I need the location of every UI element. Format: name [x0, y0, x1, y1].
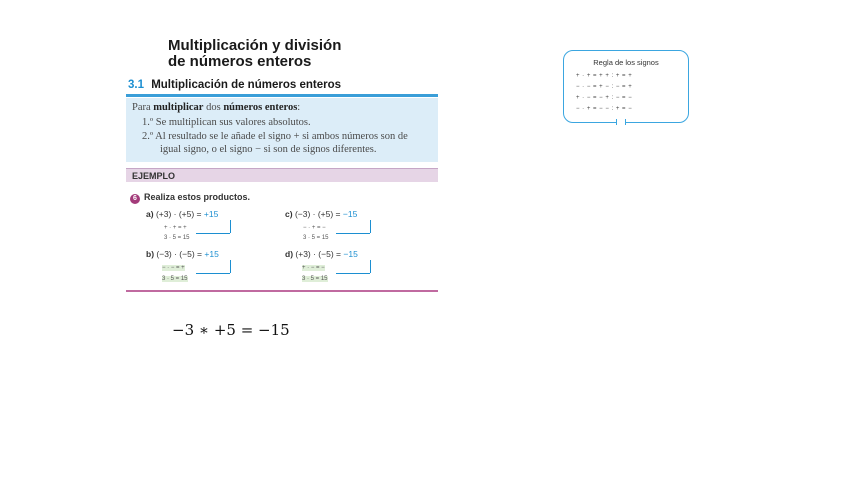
problem-d-arrow: [336, 273, 370, 274]
signs-rule-row: − · + = − − : + = −: [576, 106, 633, 112]
problem-a-arrow-stem: [230, 220, 231, 233]
exercise-prompt-text: Realiza estos productos.: [144, 192, 251, 202]
problem-b: b) (−3) · (−5) = +15: [146, 249, 219, 259]
problem-d: d) (+3) · (−5) = −15: [285, 249, 358, 259]
ejemplo-bar: EJEMPLO: [126, 168, 438, 182]
rule-step-1: 1.º Se multiplican sus valores absolutos.: [142, 117, 311, 128]
rule-step-2-line-2: igual signo, o el signo − si son de signos diferentes.: [160, 144, 377, 155]
problem-d-signs: + · − = −: [302, 265, 325, 271]
problem-a-arrow: [196, 233, 230, 234]
problem-c: c) (−3) · (+5) = −15: [285, 209, 358, 219]
section-number: 3.1: [128, 79, 144, 91]
section-divider: [126, 94, 438, 97]
problem-b-signs: − · − = +: [162, 265, 185, 271]
signs-rule-bubble: [563, 50, 689, 123]
problem-b-product: 3 · 5 = 15: [162, 276, 188, 282]
ejemplo-end-divider: [126, 290, 438, 292]
problem-c-arrow-stem: [370, 220, 371, 233]
problem-c-signs: − · + = −: [303, 225, 326, 231]
problem-a: a) (+3) · (+5) = +15: [146, 209, 219, 219]
problem-d-product: 3 · 5 = 15: [302, 276, 328, 282]
problem-a-product: 3 · 5 = 15: [164, 235, 190, 241]
problem-d-arrow-stem: [370, 260, 371, 273]
problem-b-arrow-stem: [230, 260, 231, 273]
signs-rule-row: + · − = − + : − = −: [576, 95, 633, 101]
signs-rule-title: Regla de los signos: [593, 58, 659, 67]
problem-b-arrow: [196, 273, 230, 274]
title-line-1: Multiplicación y división: [168, 37, 342, 54]
problem-c-product: 3 · 5 = 15: [303, 235, 329, 241]
rule-intro: Para multiplicar dos números enteros:: [132, 102, 301, 113]
page-title: [168, 38, 341, 70]
signs-rule-row: − · − = + − : − = +: [576, 84, 633, 90]
rule-box: [126, 98, 438, 162]
exercise-prompt: [130, 192, 250, 204]
title-line-2: de números enteros: [168, 53, 312, 70]
typed-formula: −3 ∗ +5 = −15: [172, 321, 290, 339]
signs-rule-row: + · + = + + : + = +: [576, 73, 633, 79]
problem-c-arrow: [336, 233, 370, 234]
exercise-number-badge: 6: [130, 194, 140, 204]
bubble-tail: [616, 119, 626, 125]
section-heading: [128, 79, 341, 91]
problem-a-signs: + · + = +: [164, 225, 187, 231]
rule-step-2-line-1: 2.º Al resultado se le añade el signo + si ambos números son de: [142, 131, 408, 142]
section-title: Multiplicación de números enteros: [151, 79, 341, 91]
